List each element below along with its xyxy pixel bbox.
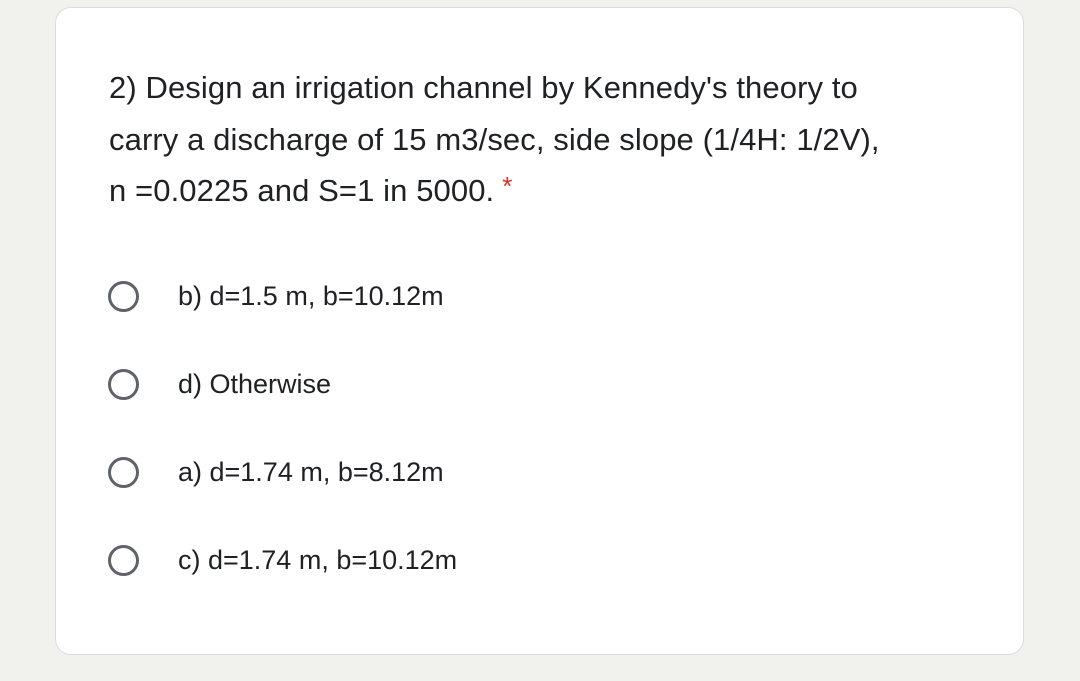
option-label-c: c) d=1.74 m, b=10.12m — [178, 544, 458, 575]
radio-button-c[interactable] — [108, 545, 139, 576]
option-a[interactable] — [108, 452, 444, 492]
question-line-1: 2) Design an irrigation channel by Kennedy's theory to — [109, 70, 858, 105]
radio-button-d[interactable] — [108, 369, 139, 400]
option-c[interactable] — [108, 540, 457, 580]
option-label-b: b) d=1.5 m, b=10.12m — [178, 280, 444, 311]
option-label-d: d) Otherwise — [178, 368, 332, 399]
radio-button-b[interactable] — [108, 281, 139, 312]
radio-button-a[interactable] — [108, 457, 139, 488]
required-asterisk: * — [502, 171, 513, 201]
option-b[interactable] — [108, 276, 444, 316]
option-label-a: a) d=1.74 m, b=8.12m — [178, 456, 444, 487]
option-d[interactable] — [108, 364, 331, 404]
question-title — [109, 62, 989, 219]
question-line-3-text: n =0.0225 and S=1 in 5000. — [109, 173, 495, 208]
question-line-3 — [109, 165, 989, 219]
question-line-2: carry a discharge of 15 m3/sec, side slope (1/4H: 1/2V), — [109, 121, 880, 157]
question-card — [55, 7, 1024, 655]
